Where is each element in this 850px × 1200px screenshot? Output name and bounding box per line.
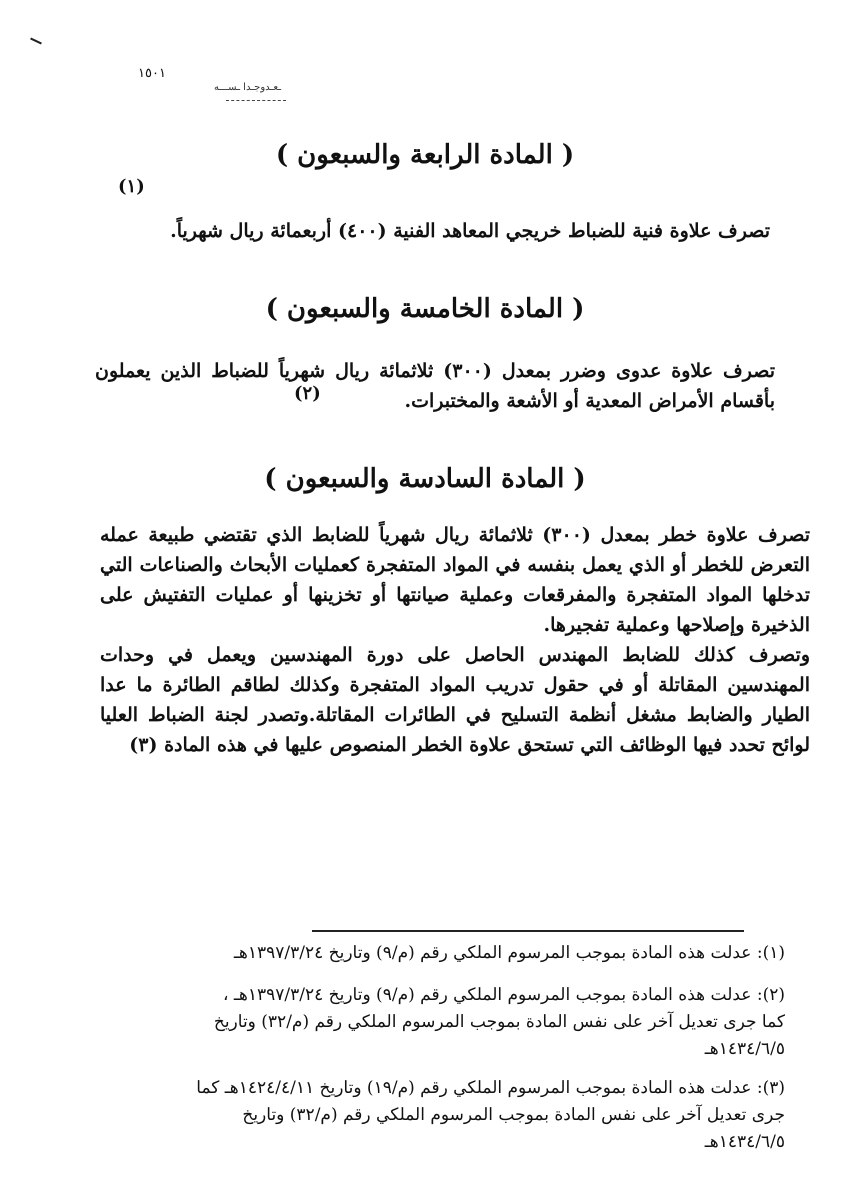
article-76-heading: ( المادة السادسة والسبعون ) (264, 464, 586, 494)
article-75-footnote-marker: (٢) (294, 383, 321, 404)
header-scribble: ـعـدوجـدا ـســـه (214, 82, 282, 93)
page-number: ١٥٠١ (138, 66, 166, 81)
article-76-body (100, 520, 810, 760)
footnote-3 (170, 1075, 785, 1156)
footnote-1-text: (١): عدلت هذه المادة بموجب المرسوم الملكي رقم (م/٩) وتاريخ ١٣٩٧/٣/٢٤هـ (233, 943, 785, 963)
scan-artifact-mark (30, 38, 42, 45)
article-74-heading: ( المادة الرابعة والسبعون ) (275, 140, 575, 170)
footnote-2-text: (٢): عدلت هذه المادة بموجب المرسوم الملكي رقم (م/٩) وتاريخ ١٣٩٧/٣/٢٤هـ ، كما جرى تعديل آخر على نفس المادة بموجب المرسوم الملكي رقم (م/٣٢) وتاريخ ١٤٣٤/٦/٥هـ (213, 985, 785, 1059)
article-76-paragraph-2: وتصرف كذلك للضابط المهندس الحاصل على دورة المهندسين ويعمل في وحدات المهندسين المقاتلة أو في حقول تدريب المواد المتفجرة وكذلك لطاقم الطائرة ما عدا الطيار والضابط مشغل أنظمة التسليح في الطائرات المقاتلة.وتصدر لجنة الضباط العليا لوائح تحدد فيها الوظائف التي تستحق علاوة الخطر المنصوص عليها في هذه المادة (٣) (100, 644, 810, 756)
footnote-separator (312, 930, 744, 932)
article-75-paragraph: تصرف علاوة عدوى وضرر بمعدل (٣٠٠) ثلاثمائة ريال شهرياً للضباط الذين يعملون بأقسام الأمراض المعدية أو الأشعة والمختبرات. (95, 360, 776, 412)
article-74-footnote-marker: (١) (118, 176, 145, 197)
footnote-3-text: (٣): عدلت هذه المادة بموجب المرسوم الملكي رقم (م/١٩) وتاريخ ١٤٢٤/٤/١١هـ كما جرى تعديل آخر على نفس المادة بموجب المرسوم الملكي رقم (م/٣٢) وتاريخ ١٤٣٤/٦/٥هـ (196, 1078, 785, 1152)
article-74-body (110, 216, 770, 246)
footnote-1 (205, 940, 785, 967)
article-75-body (95, 356, 775, 416)
article-76-paragraph-1: تصرف علاوة خطر بمعدل (٣٠٠) ثلاثمائة ريال شهرياً للضابط الذي تقتضي طبيعة عمله التعرض للخطر أو الذي يعمل بنفسه في المواد المتفجرة كعمليات الأبحاث والصناعات التي تدخلها المواد المتفجرة والمفرقعات وعملية صيانتها أو تخزينها أو عمليات التفتيش على الذخيرة وإصلاحها وعملية تفجيرها. (100, 524, 810, 636)
article-74-paragraph: تصرف علاوة فنية للضباط خريجي المعاهد الفنية (٤٠٠) أربعمائة ريال شهرياً. (170, 220, 770, 242)
footnote-2 (205, 982, 785, 1063)
article-75-heading: ( المادة الخامسة والسبعون ) (265, 294, 585, 324)
header-dash-line (226, 100, 286, 101)
